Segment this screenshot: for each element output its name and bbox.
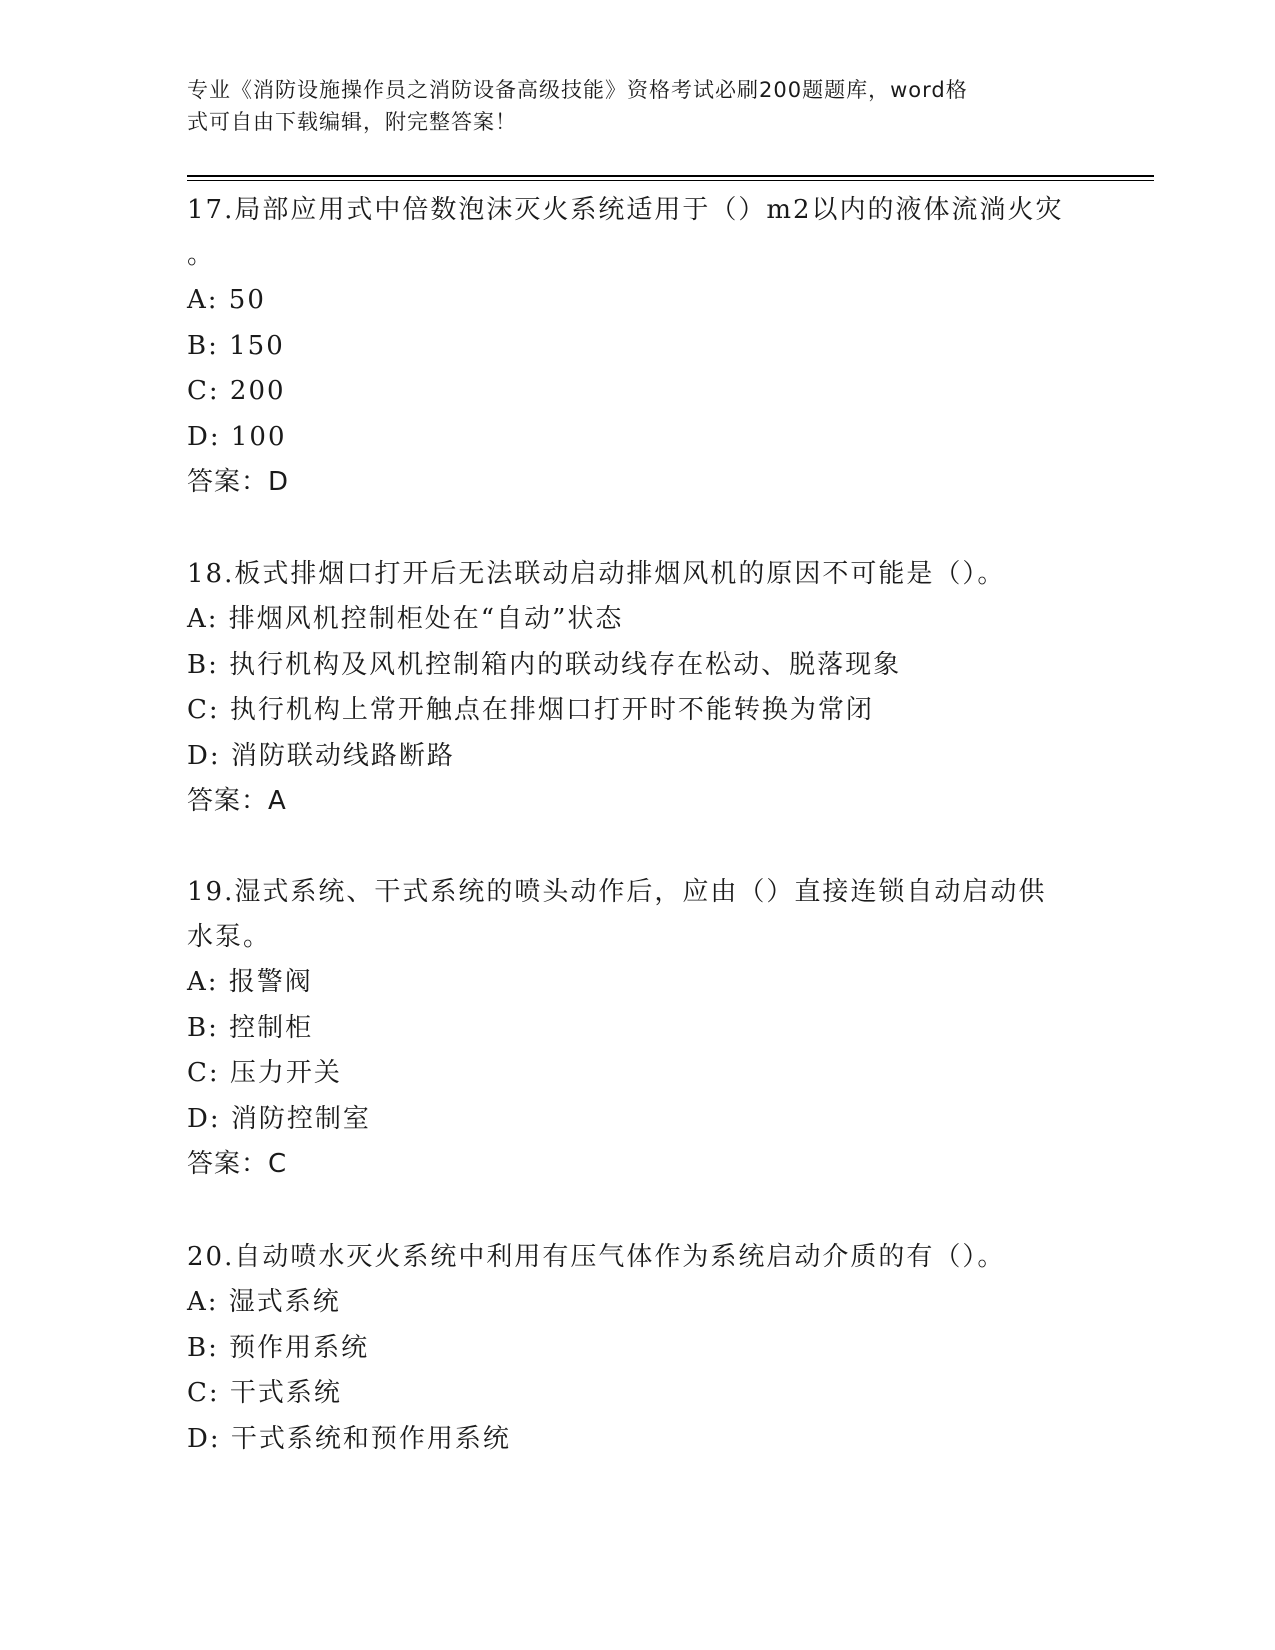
option-a: A: 排烟风机控制柜处在“自动”状态 xyxy=(187,604,624,634)
question-18 xyxy=(187,552,1087,824)
answer: 答案：D xyxy=(187,467,290,497)
option-a: A: 50 xyxy=(187,285,266,315)
header-line-1: 专业《消防设施操作员之消防设备高级技能》资格考试必刷200题题库，word格 xyxy=(187,78,968,102)
option-c: C: 干式系统 xyxy=(187,1378,342,1408)
question-19 xyxy=(187,870,1087,1187)
option-b: B: 150 xyxy=(187,330,285,361)
option-d: D: 消防控制室 xyxy=(187,1103,371,1134)
option-c: C: 执行机构上常开触点在排烟口打开时不能转换为常闭 xyxy=(187,695,874,725)
option-b: B: 预作用系统 xyxy=(187,1332,370,1363)
question-text-continued: 。 xyxy=(187,240,216,270)
option-d: D: 100 xyxy=(187,421,287,452)
question-20 xyxy=(187,1235,1087,1462)
option-d: D: 干式系统和预作用系统 xyxy=(187,1423,511,1454)
option-c: C: 200 xyxy=(187,376,286,406)
document-header xyxy=(187,74,1067,138)
question-17 xyxy=(187,188,1087,505)
option-a: A: 报警阀 xyxy=(187,967,313,997)
question-text: 19.湿式系统、干式系统的喷头动作后，应由（）直接连锁自动启动供 xyxy=(187,877,1047,907)
option-c: C: 压力开关 xyxy=(187,1058,342,1088)
option-d: D: 消防联动线路断路 xyxy=(187,740,455,771)
header-line-2: 式可自由下载编辑，附完整答案！ xyxy=(187,110,517,134)
option-a: A: 湿式系统 xyxy=(187,1287,341,1317)
question-text: 17.局部应用式中倍数泡沫灭火系统适用于（）m2以内的液体流淌火灾 xyxy=(187,195,1064,225)
option-b: B: 执行机构及风机控制箱内的联动线存在松动、脱落现象 xyxy=(187,649,902,680)
option-b: B: 控制柜 xyxy=(187,1012,314,1043)
header-divider-thick xyxy=(187,175,1154,177)
header-divider-thin xyxy=(187,180,1154,181)
question-text-continued: 水泵。 xyxy=(187,922,272,952)
answer: 答案：A xyxy=(187,786,287,816)
answer: 答案：C xyxy=(187,1149,288,1179)
question-text: 20.自动喷水灭火系统中利用有压气体作为系统启动介质的有（）。 xyxy=(187,1242,1006,1272)
question-text: 18.板式排烟口打开后无法联动启动排烟风机的原因不可能是（）。 xyxy=(187,559,1006,589)
